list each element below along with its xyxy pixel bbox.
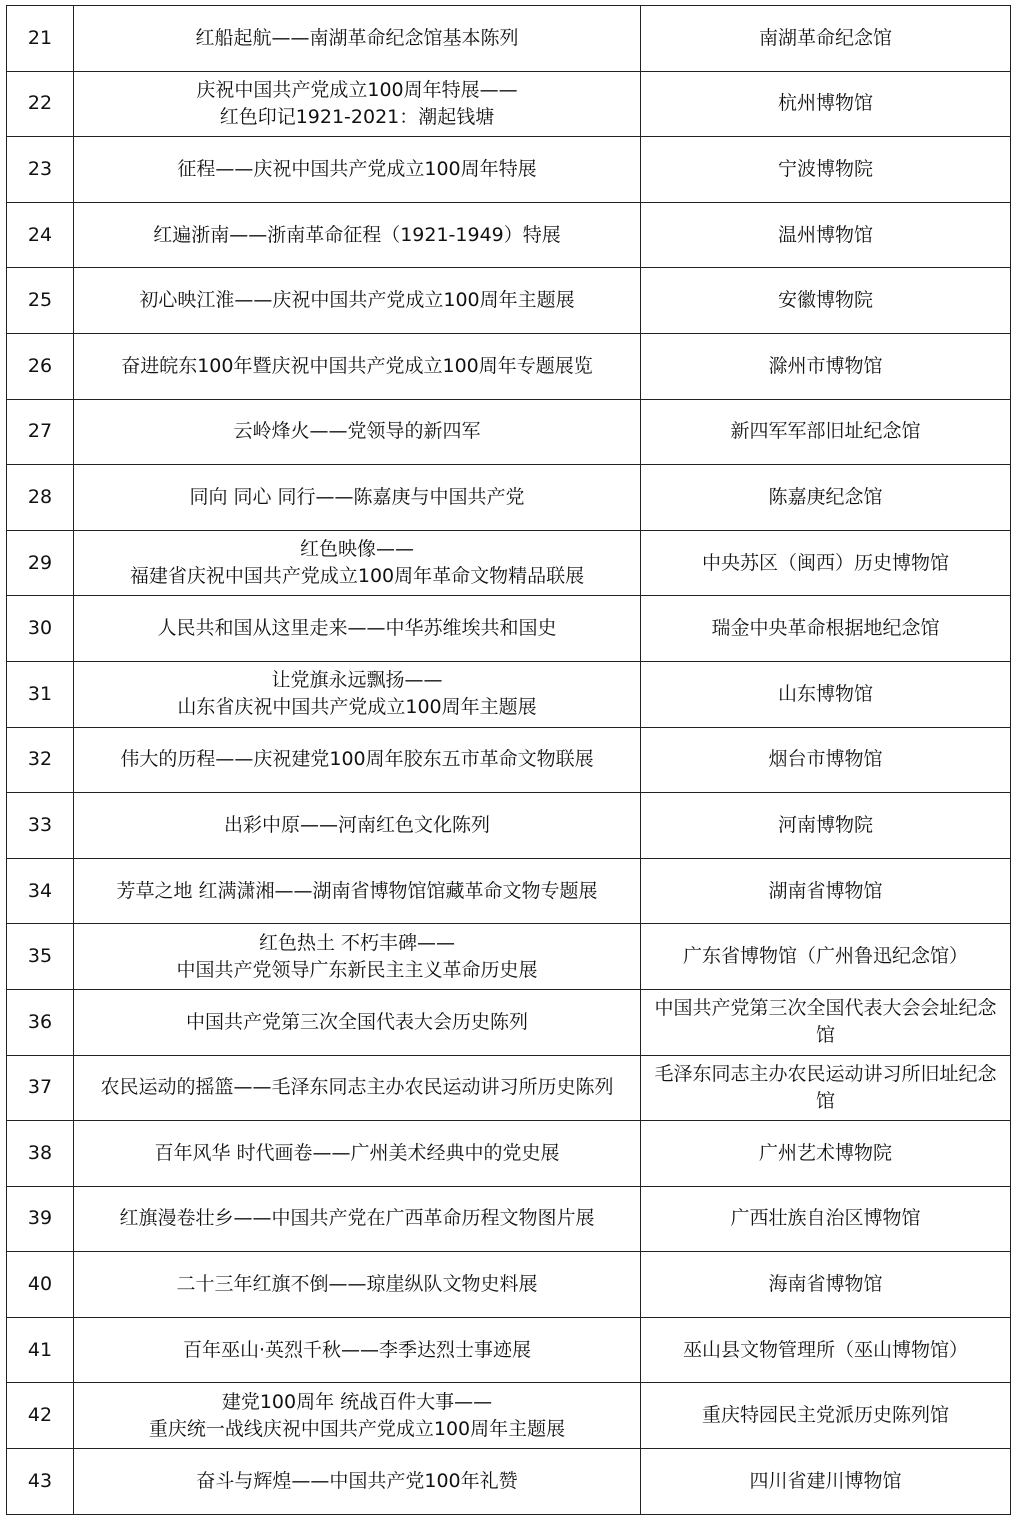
table-row xyxy=(7,465,1011,531)
row-number: 40 xyxy=(7,1252,74,1318)
row-number: 28 xyxy=(7,465,74,531)
row-number: 42 xyxy=(7,1383,74,1449)
exhibition-title: 伟大的历程——庆祝建党100周年胶东五市革命文物联展 xyxy=(74,727,641,793)
exhibition-title: 中国共产党第三次全国代表大会历史陈列 xyxy=(74,989,641,1055)
row-number: 23 xyxy=(7,137,74,203)
exhibition-title: 奋斗与辉煌——中国共产党100年礼赞 xyxy=(74,1449,641,1515)
exhibition-title: 百年风华 时代画卷——广州美术经典中的党史展 xyxy=(74,1121,641,1187)
row-number: 38 xyxy=(7,1121,74,1187)
table-body xyxy=(7,6,1011,1515)
row-number: 31 xyxy=(7,661,74,727)
table-row xyxy=(7,661,1011,727)
venue-name: 重庆特园民主党派历史陈列馆 xyxy=(641,1383,1011,1449)
table-row xyxy=(7,989,1011,1055)
exhibition-title: 同向 同心 同行——陈嘉庚与中国共产党 xyxy=(74,465,641,531)
table-row xyxy=(7,1121,1011,1187)
table-row xyxy=(7,858,1011,924)
exhibition-title: 出彩中原——河南红色文化陈列 xyxy=(74,793,641,859)
table-row xyxy=(7,1252,1011,1318)
venue-name: 海南省博物馆 xyxy=(641,1252,1011,1318)
venue-name: 新四军军部旧址纪念馆 xyxy=(641,399,1011,465)
table-row xyxy=(7,1317,1011,1383)
exhibition-title: 红旗漫卷壮乡——中国共产党在广西革命历程文物图片展 xyxy=(74,1186,641,1252)
venue-name: 安徽博物院 xyxy=(641,268,1011,334)
table-row xyxy=(7,1055,1011,1121)
exhibition-title: 农民运动的摇篮——毛泽东同志主办农民运动讲习所历史陈列 xyxy=(74,1055,641,1121)
table-row xyxy=(7,6,1011,72)
table-row xyxy=(7,268,1011,334)
table-row xyxy=(7,793,1011,859)
row-number: 39 xyxy=(7,1186,74,1252)
table-row xyxy=(7,924,1011,990)
venue-name: 瑞金中央革命根据地纪念馆 xyxy=(641,596,1011,662)
exhibition-title: 建党100周年 统战百件大事—— 重庆统一战线庆祝中国共产党成立100周年主题展 xyxy=(74,1383,641,1449)
row-number: 32 xyxy=(7,727,74,793)
row-number: 43 xyxy=(7,1449,74,1515)
venue-name: 河南博物院 xyxy=(641,793,1011,859)
venue-name: 巫山县文物管理所（巫山博物馆） xyxy=(641,1317,1011,1383)
table-row xyxy=(7,727,1011,793)
row-number: 30 xyxy=(7,596,74,662)
venue-name: 中国共产党第三次全国代表大会会址纪念 馆 xyxy=(641,989,1011,1055)
table-row xyxy=(7,333,1011,399)
venue-name: 四川省建川博物馆 xyxy=(641,1449,1011,1515)
exhibition-title: 征程——庆祝中国共产党成立100周年特展 xyxy=(74,137,641,203)
row-number: 29 xyxy=(7,530,74,596)
exhibition-table xyxy=(6,5,1011,1515)
row-number: 27 xyxy=(7,399,74,465)
venue-name: 广西壮族自治区博物馆 xyxy=(641,1186,1011,1252)
row-number: 22 xyxy=(7,71,74,137)
table-row xyxy=(7,71,1011,137)
row-number: 37 xyxy=(7,1055,74,1121)
exhibition-title: 芳草之地 红满潇湘——湖南省博物馆馆藏革命文物专题展 xyxy=(74,858,641,924)
row-number: 21 xyxy=(7,6,74,72)
table-row xyxy=(7,530,1011,596)
row-number: 36 xyxy=(7,989,74,1055)
venue-name: 山东博物馆 xyxy=(641,661,1011,727)
table-row xyxy=(7,1449,1011,1515)
table-row xyxy=(7,1383,1011,1449)
exhibition-title: 庆祝中国共产党成立100周年特展—— 红色印记1921-2021：潮起钱塘 xyxy=(74,71,641,137)
venue-name: 广东省博物馆（广州鲁迅纪念馆） xyxy=(641,924,1011,990)
venue-name: 烟台市博物馆 xyxy=(641,727,1011,793)
row-number: 33 xyxy=(7,793,74,859)
row-number: 35 xyxy=(7,924,74,990)
venue-name: 中央苏区（闽西）历史博物馆 xyxy=(641,530,1011,596)
row-number: 25 xyxy=(7,268,74,334)
venue-name: 毛泽东同志主办农民运动讲习所旧址纪念 馆 xyxy=(641,1055,1011,1121)
exhibition-title: 让党旗永远飘扬—— 山东省庆祝中国共产党成立100周年主题展 xyxy=(74,661,641,727)
row-number: 34 xyxy=(7,858,74,924)
table-row xyxy=(7,596,1011,662)
venue-name: 温州博物馆 xyxy=(641,202,1011,268)
venue-name: 湖南省博物馆 xyxy=(641,858,1011,924)
row-number: 24 xyxy=(7,202,74,268)
table-row xyxy=(7,202,1011,268)
exhibition-title: 奋进皖东100年暨庆祝中国共产党成立100周年专题展览 xyxy=(74,333,641,399)
exhibition-title: 二十三年红旗不倒——琼崖纵队文物史料展 xyxy=(74,1252,641,1318)
exhibition-title: 红色映像—— 福建省庆祝中国共产党成立100周年革命文物精品联展 xyxy=(74,530,641,596)
exhibition-title: 红色热土 不朽丰碑—— 中国共产党领导广东新民主主义革命历史展 xyxy=(74,924,641,990)
table-row xyxy=(7,137,1011,203)
venue-name: 杭州博物馆 xyxy=(641,71,1011,137)
exhibition-title: 百年巫山·英烈千秋——李季达烈士事迹展 xyxy=(74,1317,641,1383)
exhibition-title: 云岭烽火——党领导的新四军 xyxy=(74,399,641,465)
row-number: 26 xyxy=(7,333,74,399)
table-row xyxy=(7,399,1011,465)
venue-name: 滁州市博物馆 xyxy=(641,333,1011,399)
venue-name: 宁波博物院 xyxy=(641,137,1011,203)
table-row xyxy=(7,1186,1011,1252)
exhibition-title: 初心映江淮——庆祝中国共产党成立100周年主题展 xyxy=(74,268,641,334)
row-number: 41 xyxy=(7,1317,74,1383)
exhibition-title: 红遍浙南——浙南革命征程（1921-1949）特展 xyxy=(74,202,641,268)
venue-name: 陈嘉庚纪念馆 xyxy=(641,465,1011,531)
venue-name: 南湖革命纪念馆 xyxy=(641,6,1011,72)
exhibition-title: 红船起航——南湖革命纪念馆基本陈列 xyxy=(74,6,641,72)
venue-name: 广州艺术博物院 xyxy=(641,1121,1011,1187)
exhibition-title: 人民共和国从这里走来——中华苏维埃共和国史 xyxy=(74,596,641,662)
